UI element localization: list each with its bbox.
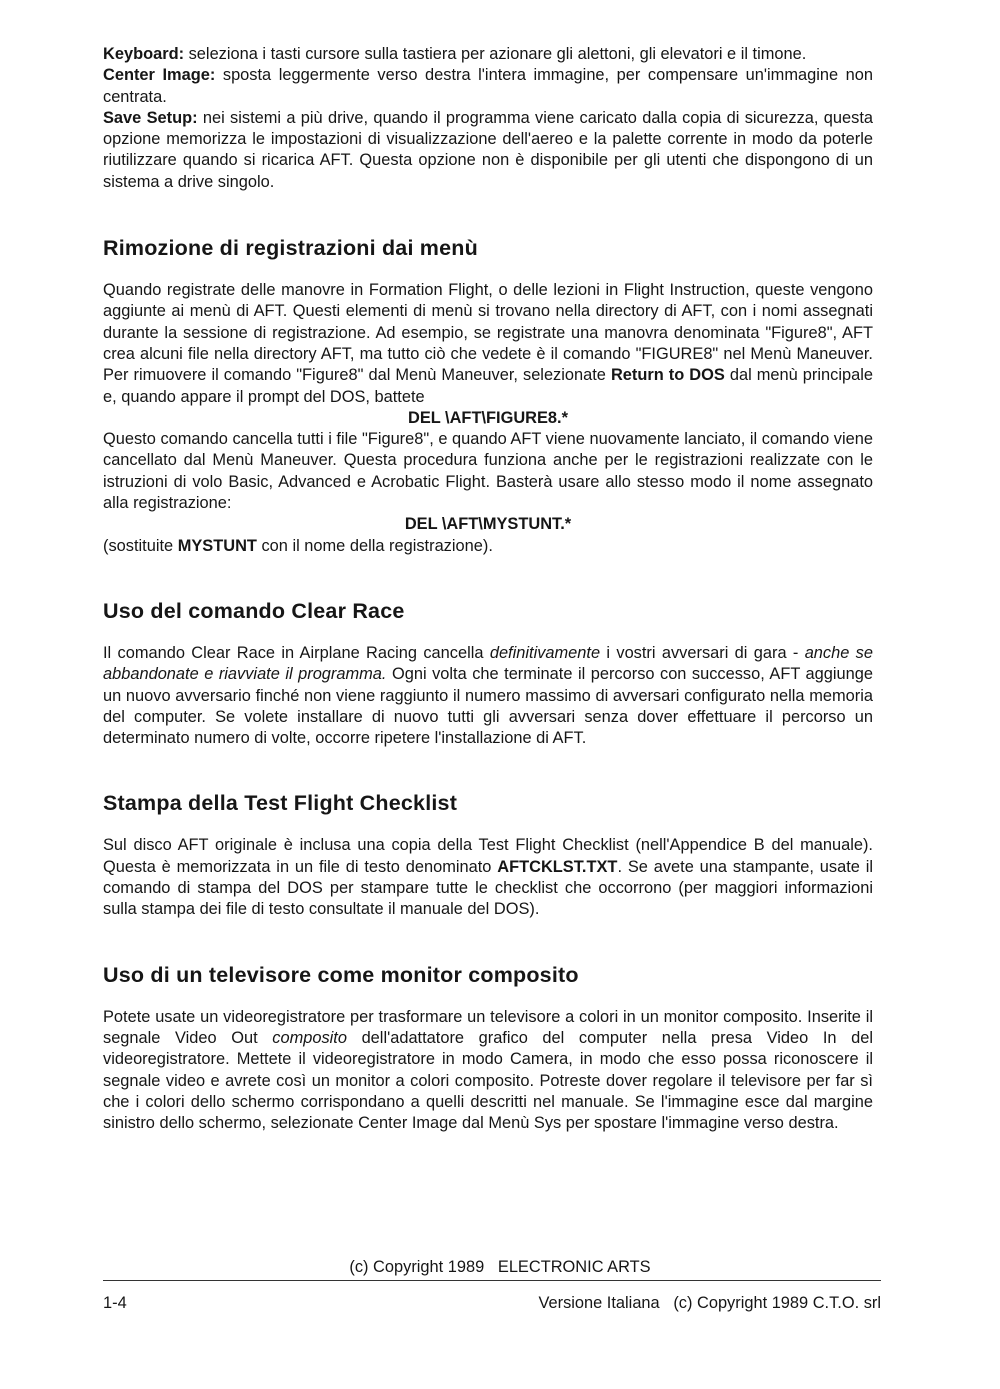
italic-text: composito [272,1028,347,1047]
section-heading-removal: Rimozione di registrazioni dai menù [103,236,478,261]
option-term: Keyboard: [103,45,185,63]
text-run: . Se avete una stampante, usate il comando di stampa del DOS per stampare tutte le checklist che occorrono (per maggiori informazioni sulla stampa dei file di testo consultate il manuale del DOS). [103,857,873,919]
text-run: i vostri avversari di gara - [600,643,805,662]
section-heading-tv: Uso di un televisore come monitor composito [103,962,579,987]
footer-divider [103,1280,881,1281]
bold-text: AFTCKLST.TXT [497,857,618,876]
text-run: dal menù principale e, quando appare il prompt del DOS, battete [103,366,873,406]
section-heading-checklist: Stampa della Test Flight Checklist [103,791,458,816]
option-keyboard [103,44,873,65]
text-run: Quando registrate delle manovre in Formation Flight, o delle lezioni in Flight Instruction, queste vengono aggiunte ai menù di AFT. Questi elementi di menù si trovano nella directory di AFT, con i nomi assegnati durante la sessione di registrazione. Ad esempio, se registrate una manovra denominata "Figure8", AFT crea alcuni file nella directory AFT, ma tutto ciò che vedete è il comando "FIGURE8" nel Menù Maneuver. Per rimuovere il comando "Figure8" dal Menù Maneuver, selezionate [103,281,873,385]
option-text: nei sistemi a più drive, quando il programma viene caricato dalla copia di sicurezza, questa opzione memorizza le impostazioni di visualizzazione dell'aereo e la palette corrente in modo da poterle riutilizzare quando si ricarica AFT. Questa opzione non è disponibile per gli utenti che dispongono di un sistema a drive singolo. [103,108,873,191]
dos-command-figure8: DEL \AFT\FIGURE8.* [408,408,568,427]
italic-text: definitivamente [489,643,601,662]
paragraph-checklist [103,835,873,920]
paragraph-removal-1 [103,280,873,408]
text-run: con il nome della registrazione). [256,536,493,555]
option-term: Save Setup: [103,108,198,127]
option-center-image [103,65,873,108]
dos-command-mystunt: DEL \AFT\MYSTUNT.* [404,515,572,534]
text-run: Sul disco AFT originale è inclusa una copia della Test Flight Checklist (nell'Appendice B del manuale). Questa è memorizzata in un file di testo denominato [103,836,873,876]
italic-text: anche se abbandonate e riavviate il programma. [103,643,873,684]
page-number: 1-4 [103,1294,127,1312]
text-run: Potete usate un videoregistratore per trasformare un televisore a colori in un monitor composito. Inserite il segnale Video Out [103,1007,873,1047]
version-credit: Versione Italiana (c) Copyright 1989 C.T.O. srl [538,1294,881,1312]
paragraph-clear-race [103,643,873,749]
text-run: dell'adattatore grafico del computer nella presa Video In del videoregistratore. Mettete il videoregistratore in modo Camera, in modo che esso possa riconoscere il segnale video e avrete così un monitor a colori composito. Potreste dover regolare il televisore per far sì che i colori dello schermo corrispondano a quelli descritti nel manuale. Se l'immagine esce dal margine sinistro dello schermo, selezionate Center Image dal Menù Sys per spostare l'immagine verso destra. [103,1028,873,1133]
bold-text: Return to DOS [610,366,725,385]
text-run: Ogni volta che terminate il percorso con successo, AFT aggiunge un nuovo avversario finché non viene raggiunto il numero massimo di avversari configurato nella memoria del computer. Se volete installare di nuovo tutti gli avversari senza dover effettuare il percorso un determinato numero di volte, occorre ripetere l'installazione di AFT. [103,665,873,748]
option-save-setup [103,108,873,193]
paragraph-removal-2: Questo comando cancella tutti i file "Figure8", e quando AFT viene nuovamente lanciato, il comando viene cancellato dal Menù Maneuver. Questa procedura funziona anche per le registrazioni realizzate con le istruzioni di volo Basic, Advanced e Acrobatic Flight. Basterà usare allo stesso modo il nome assegnato alla registrazione: [103,430,873,513]
option-term: Center Image: [103,66,216,85]
paragraph-tv [103,1007,873,1135]
section-heading-clear-race: Uso del comando Clear Race [103,598,405,623]
text-run: Il comando Clear Race in Airplane Racing cancella [103,643,490,662]
paragraph-removal-3 [103,536,873,557]
option-text: sposta leggermente verso destra l'intera immagine, per compensare un'immagine non centrata. [103,66,873,106]
page-content [103,44,873,1134]
option-text: seleziona i tasti cursore sulla tastiera per azionare gli alettoni, gli elevatori e il timone. [184,45,807,63]
text-run: (sostituite [103,536,178,555]
copyright-line: (c) Copyright 1989 ELECTRONIC ARTS [349,1258,651,1276]
bold-text: MYSTUNT [177,536,257,555]
